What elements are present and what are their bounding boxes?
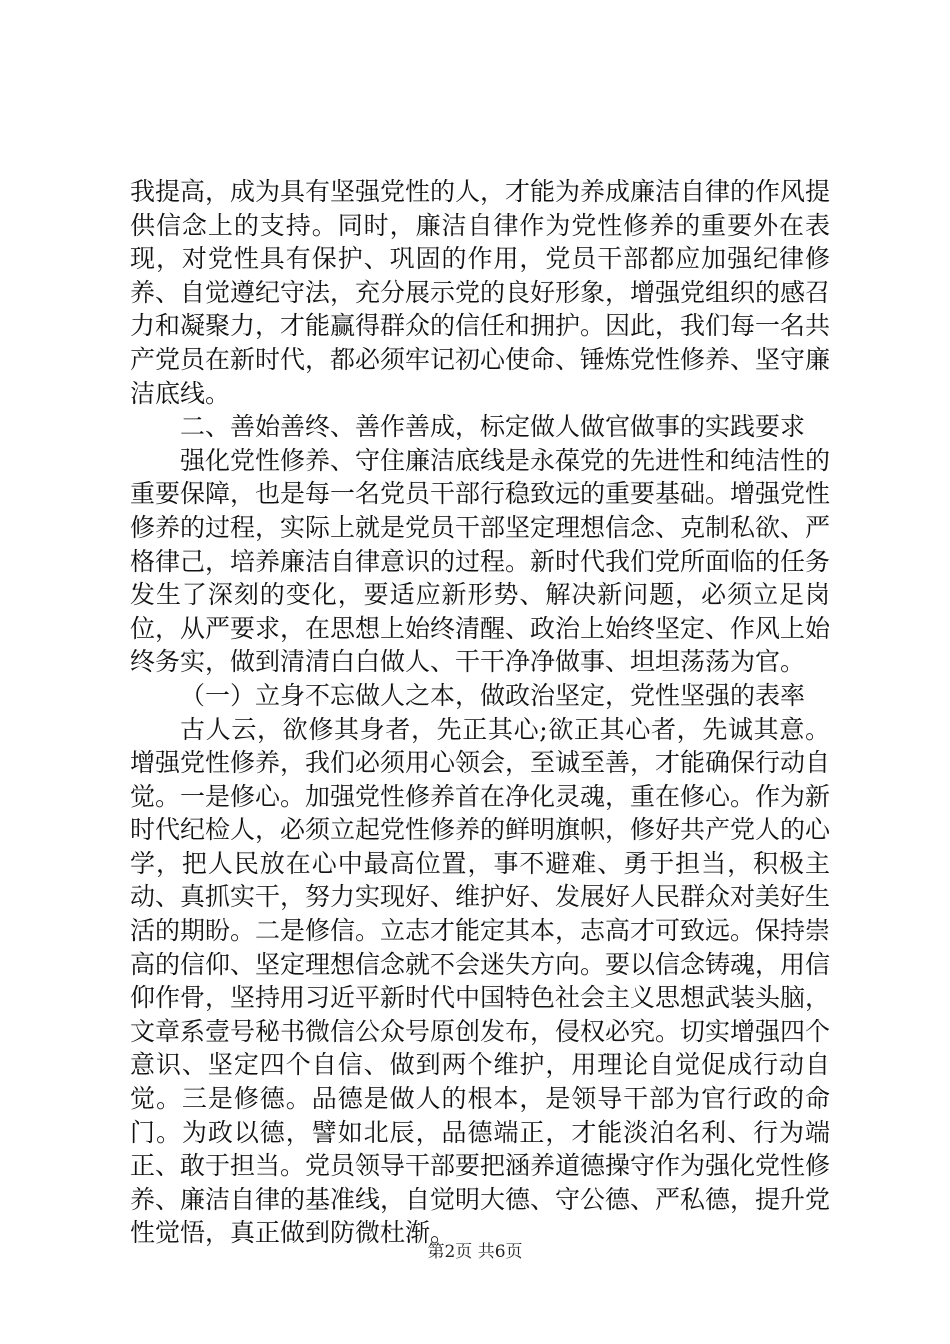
- page-number-footer: 第2页 共6页: [427, 1242, 523, 1262]
- paragraph-continuation: 我提高，成为具有坚强党性的人，才能为养成廉洁自律的作风提供信念上的支持。同时，廉洁自律作为党性修养的重要外在表现，对党性具有保护、巩固的作用，党员干部都应加强纪律修养、自觉遵纪守法，充分展示党的良好形象，增强党组织的感召力和凝聚力，才能赢得群众的信任和拥护。因此，我们每一名共产党员在新时代，都必须牢记初心使命、锤炼党性修养、坚守廉洁底线。: [130, 177, 831, 408]
- subsection-heading: （一）立身不忘做人之本，做政治坚定，党性坚强的表率: [180, 680, 806, 710]
- paragraph: 古人云，欲修其身者，先正其心;欲正其心者，先诚其意。增强党性修养，我们必须用心领会，至诚至善，才能确保行动自觉。一是修心。加强党性修养首在净化灵魂，重在修心。作为新时代纪检人，必须立起党性修养的鲜明旗帜，修好共产党人的心学，把人民放在心中最高位置，事不避难、勇于担当，积极主动、真抓实干，努力实现好、维护好、发展好人民群众对美好生活的期盼。二是修信。立志才能定其本，志高才可致远。保持崇高的信仰、坚定理想信念就不会迷失方向。要以信念铸魂，用信仰作骨，坚持用习近平新时代中国特色社会主义思想武装头脑，文章系壹号秘书微信公众号原创发布，侵权必究。切实增强四个意识、坚定四个自信、做到两个维护，用理论自觉促成行动自觉。三是修德。品德是做人的根本，是领导干部为官行政的命门。为政以德，譬如北辰，品德端正，才能淡泊名利、行为端正、敢于担当。党员领导干部要把涵养道德操守作为强化党性修养、廉洁自律的基准线，自觉明大德、守公德、严私德，提升党性觉悟，真正做到防微杜渐。: [130, 714, 831, 1248]
- paragraph: 强化党性修养、守住廉洁底线是永葆党的先进性和纯洁性的重要保障，也是每一名党员干部行稳致远的重要基础。增强党性修养的过程，实际上就是党员干部坚定理想信念、克制私欲、严格律己，培养廉洁自律意识的过程。新时代我们党所面临的任务发生了深刻的变化，要适应新形势、解决新问题，必须立足岗位，从严要求，在思想上始终清醒、政治上始终坚定、作风上始终务实，做到清清白白做人、干干净净做事、坦坦荡荡为官。: [130, 445, 831, 677]
- section-heading: 二、善始善终、善作善成，标定做人做官做事的实践要求: [180, 412, 806, 442]
- document-body: [130, 175, 830, 1250]
